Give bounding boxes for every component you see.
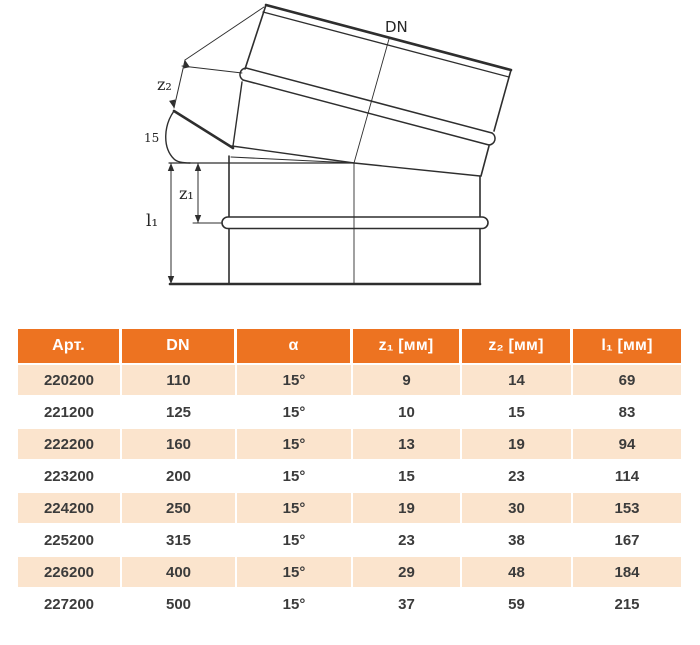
header-dn: DN <box>122 329 237 365</box>
table-cell: 10 <box>353 397 462 429</box>
table-cell: 23 <box>462 461 573 493</box>
table-cell: 15 <box>462 397 573 429</box>
l1-label: l₁ <box>146 211 159 231</box>
table-cell: 37 <box>353 589 462 621</box>
table-cell: 223200 <box>18 461 122 493</box>
bead-cap-left <box>240 68 246 80</box>
table-cell: 500 <box>122 589 237 621</box>
angle-label: 15 <box>144 131 160 145</box>
table-cell: 215 <box>573 589 681 621</box>
table-row <box>18 397 681 429</box>
table-cell: 153 <box>573 493 681 525</box>
table-row <box>18 525 681 557</box>
table-cell: 114 <box>573 461 681 493</box>
table-cell: 400 <box>122 557 237 589</box>
spec-table-body <box>18 365 681 621</box>
table-cell: 15° <box>237 365 353 397</box>
table-cell: 227200 <box>18 589 122 621</box>
table-cell: 225200 <box>18 525 122 557</box>
z2-label: z₂ <box>157 75 172 94</box>
table-cell: 250 <box>122 493 237 525</box>
table-cell: 13 <box>353 429 462 461</box>
table-cell: 15° <box>237 557 353 589</box>
table-cell: 15° <box>237 397 353 429</box>
table-cell: 69 <box>573 365 681 397</box>
table-cell: 19 <box>353 493 462 525</box>
header-alpha: α <box>237 329 353 365</box>
table-cell: 38 <box>462 525 573 557</box>
table-cell: 200 <box>122 461 237 493</box>
table-row <box>18 365 681 397</box>
table-cell: 48 <box>462 557 573 589</box>
table-cell: 9 <box>353 365 462 397</box>
table-cell: 94 <box>573 429 681 461</box>
table-cell: 83 <box>573 397 681 429</box>
bead-cap-right <box>489 133 495 145</box>
table-cell: 224200 <box>18 493 122 525</box>
table-row <box>18 557 681 589</box>
table-cell: 15° <box>237 493 353 525</box>
table-cell: 14 <box>462 365 573 397</box>
table-cell: 23 <box>353 525 462 557</box>
upper-pipe <box>166 5 511 176</box>
header-article: Арт. <box>18 329 122 365</box>
table-cell: 160 <box>122 429 237 461</box>
header-l1: l₁ [мм] <box>573 329 681 365</box>
table-cell: 30 <box>462 493 573 525</box>
header-z2: z₂ [мм] <box>462 329 573 365</box>
spec-table <box>18 329 681 621</box>
table-cell: 29 <box>353 557 462 589</box>
table-cell: 315 <box>122 525 237 557</box>
tilted-axis-line <box>354 39 389 163</box>
table-cell: 184 <box>573 557 681 589</box>
socket-bead-ring <box>222 217 488 229</box>
dimensions <box>168 7 264 284</box>
table-cell: 15 <box>353 461 462 493</box>
table-cell: 220200 <box>18 365 122 397</box>
table-cell: 19 <box>462 429 573 461</box>
table-cell: 221200 <box>18 397 122 429</box>
table-cell: 15° <box>237 429 353 461</box>
table-cell: 167 <box>573 525 681 557</box>
table-cell: 222200 <box>18 429 122 461</box>
header-z1: z₁ [мм] <box>353 329 462 365</box>
table-cell: 15° <box>237 589 353 621</box>
dn-label: DN <box>385 18 408 36</box>
table-cell: 15° <box>237 461 353 493</box>
table-cell: 59 <box>462 589 573 621</box>
z1-label: z₁ <box>179 184 194 203</box>
table-row <box>18 429 681 461</box>
table-row <box>18 493 681 525</box>
table-cell: 110 <box>122 365 237 397</box>
table-cell: 15° <box>237 525 353 557</box>
table-cell: 125 <box>122 397 237 429</box>
table-row <box>18 461 681 493</box>
spec-table-header <box>18 329 681 365</box>
lower-pipe <box>169 146 488 284</box>
table-row <box>18 589 681 621</box>
table-cell: 226200 <box>18 557 122 589</box>
